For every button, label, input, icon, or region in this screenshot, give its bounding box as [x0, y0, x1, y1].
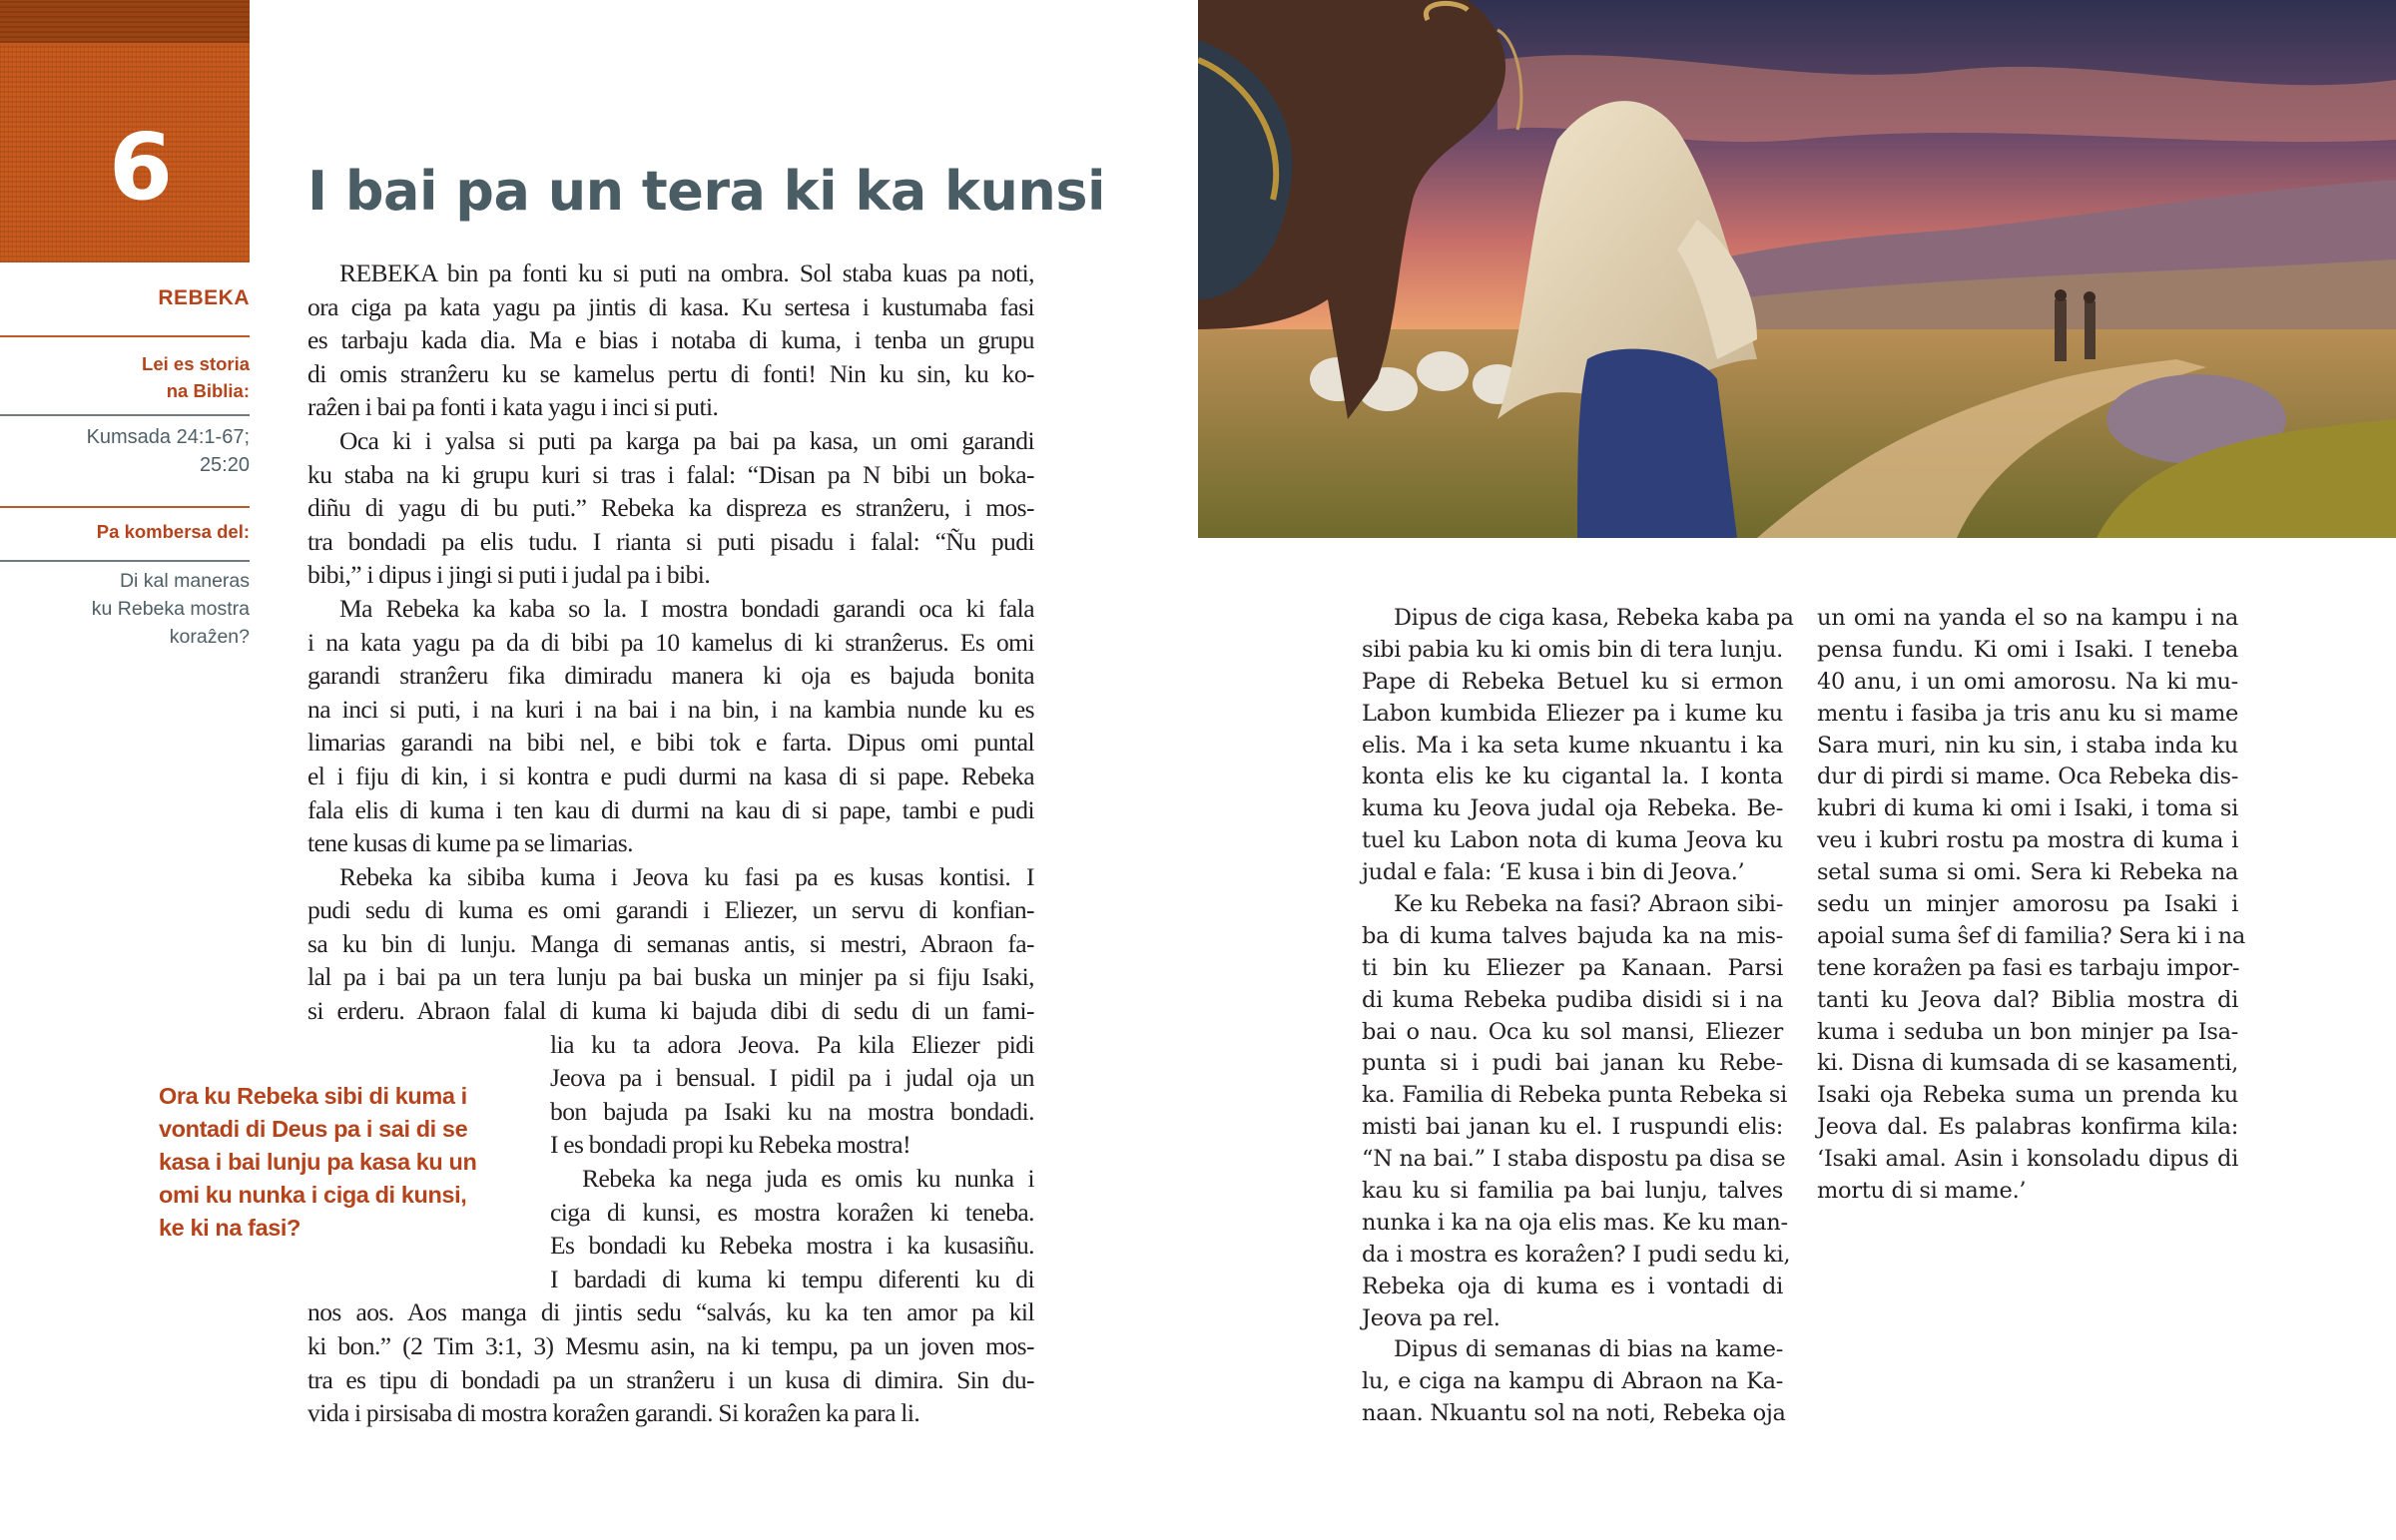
text-line: REBEKA bin pa fonti ku si puti na ombra. Sol staba kuas pa noti,	[339, 258, 1034, 287]
text-line: tra es tipu di bondadi pa un stranẑeru i un kusa di dimira. Sin du-	[307, 1364, 1034, 1394]
text-line: Jeova dal. Es palabras konfirma kila:	[1817, 1114, 2238, 1141]
sidebar-character-name: REBEKA	[158, 286, 250, 309]
text-line: I es bondadi propi ku Rebeka mostra!	[550, 1130, 911, 1160]
text-line: Es bondadi ku Rebeka mostra i ka kusasiñu.	[550, 1231, 1034, 1261]
text-line: sedu un minjer amorosu pa Isaki i	[1817, 891, 2238, 918]
text-line: diñu di yagu di bu puti.” Rebeka ka dispreza es stranẑeru, i mos-	[307, 493, 1034, 523]
text-line: un omi na yanda el so na kampu i na	[1817, 605, 2238, 631]
sidebar-reference-line: Kumsada 24:1-67;	[86, 426, 250, 448]
text-line: ki. Disna di kumsada di se kasamenti,	[1817, 1050, 2238, 1077]
text-line: nos aos. Aos manga di jintis sedu “salvás, ku ka ten amor pa kil	[307, 1297, 1034, 1327]
text-line: “N na bai.” I staba dispostu pa disa se	[1362, 1146, 1786, 1173]
text-line: raẑen i bai pa fonti i kata yagu i inci si puti.	[307, 392, 719, 422]
sidebar-read-label-line: na Biblia:	[166, 380, 250, 401]
text-line: tanti ku Jeova dal? Biblia mostra di	[1817, 986, 2238, 1013]
sidebar-read-label	[142, 350, 250, 404]
text-line: Oca ki i yalsa si puti pa karga pa bai pa kasa, un omi garandi	[339, 425, 1034, 455]
text-line: garandi stranẑeru fika dimiradu manera ki oja es bajuda bonita	[307, 661, 1034, 691]
sidebar-question-line: Di kal maneras	[119, 570, 250, 592]
text-line: apoial suma ŝef di familia? Sera ki i na	[1817, 922, 2245, 949]
text-line: lu, e ciga na kampu di Abraon na Ka-	[1362, 1368, 1783, 1395]
text-line: pudi sedu di kuma es omi garandi i Eliezer, un servu di konfian-	[307, 895, 1034, 925]
text-line: ciga di kunsi, es mostra koraẑen ki teneba.	[550, 1197, 1034, 1227]
sidebar-bible-reference	[87, 423, 250, 479]
text-line: bai o nau. Oca ku sol mansi, Eliezer	[1362, 1018, 1783, 1045]
text-line: tene kusas di kume pa se limarias.	[307, 828, 633, 858]
text-line: tene koraẑen pa fasi es tarbaju impor-	[1817, 954, 2240, 981]
text-line: sibi pabia ku ki omis bin di tera lunju.	[1362, 636, 1783, 663]
sidebar-divider	[0, 506, 250, 508]
text-line: 40 anu, i un omi amorosu. Na ki mu-	[1817, 668, 2238, 695]
text-line: Ke ku Rebeka na fasi? Abraon sibi-	[1394, 891, 1783, 918]
pull-quote	[159, 1080, 498, 1245]
text-line: Isaki oja Rebeka suma un prenda ku	[1817, 1082, 2238, 1109]
paragraph	[307, 257, 1034, 424]
body-column-2	[1362, 603, 1794, 1430]
text-line: I bardadi di kuma ki tempu diferenti ku di	[550, 1264, 1034, 1293]
text-line: Sara muri, nin ku sin, i staba inda ku	[1817, 732, 2238, 759]
text-line: si erderu. Abraon falal di kuma ki bajuda dibi di sedu di un fami-	[307, 996, 1034, 1026]
text-line: ora ciga pa kata yagu pa jintis di kasa. Ku sertesa i kustumaba fasi	[307, 291, 1034, 321]
text-line: da i mostra es koraẑen? I pudi sedu ki,	[1362, 1241, 1791, 1268]
text-line: bon bajuda pa Isaki ku na mostra bondadi.	[550, 1096, 1034, 1126]
text-line: dur di pirdi si mame. Oca Rebeka dis-	[1817, 764, 2238, 790]
paragraph	[307, 424, 1034, 592]
text-line: limarias garandi na bibi nel, e bibi tok e farta. Dipus omi puntal	[307, 728, 1034, 758]
text-line: ka. Familia di Rebeka punta Rebeka si	[1362, 1082, 1788, 1109]
text-line: lia ku ta adora Jeova. Pa kila Eliezer pidi	[550, 1029, 1034, 1059]
text-line: Jeova pa rel.	[1362, 1304, 1500, 1331]
page-title: I bai pa un tera ki ka kunsi	[307, 160, 1106, 223]
paragraph	[1362, 1334, 1786, 1430]
text-line: veu i kubri rostu pa mostra di kuma i	[1817, 827, 2238, 854]
text-line: ti bin ku Eliezer pa Kanaan. Parsi	[1362, 954, 1783, 981]
paragraph	[307, 592, 1034, 860]
text-line: kuma i seduba un bon minjer pa Isa-	[1817, 1018, 2238, 1045]
text-line: ba di kuma talves bajuda ka na mis-	[1362, 922, 1783, 949]
text-line: lal pa i bai pa un tera lunju pa bai buska un minjer pa si fiju Isaki,	[307, 962, 1034, 992]
paragraph	[1817, 603, 2245, 1208]
text-line: i na kata yagu pa da di bibi pa 10 kamelus di ki stranẑerus. Es omi	[307, 627, 1034, 657]
text-line: pensa fundu. Ki omi i Isaki. I teneba	[1817, 636, 2238, 663]
text-line: vida i pirsisaba di mostra koraẑen garandi. Si koraẑen ka para li.	[307, 1398, 920, 1428]
text-line: es tarbaju kada dia. Ma e bias i notaba di kuma, i tenba un grupu	[307, 325, 1034, 355]
text-line: tuel ku Labon nota di kuma Jeova ku	[1362, 827, 1783, 854]
pull-quote-line: vontadi di Deus pa i sai di se	[159, 1116, 468, 1142]
text-line: elis. Ma i ka seta kume nkuantu i ka	[1362, 732, 1783, 759]
sidebar-question	[92, 567, 250, 651]
text-line: na inci si puti, i na kuri i na bai i na bin, i na kambia nunde ku es	[307, 694, 1034, 724]
sidebar-read-label-line: Lei es storia	[142, 353, 250, 374]
text-line: ku staba na ki grupu kuri si tras i falal: “Disan pa N bibi un boka-	[307, 459, 1034, 489]
text-line: naan. Nkuantu sol na noti, Rebeka oja	[1362, 1400, 1786, 1427]
text-line: di kuma Rebeka pudiba disidi si i na	[1362, 986, 1783, 1013]
text-line: bibi,” i dipus i jingi si puti i judal pa i bibi.	[307, 560, 711, 590]
text-line: el i fiju di kin, i si kontra e pudi durmi na kasa di si pape. Rebeka	[307, 761, 1034, 790]
text-line: ki bon.” (2 Tim 3:1, 3) Mesmu asin, na ki tempu, pa un joven mos-	[307, 1331, 1034, 1360]
text-line: Pape di Rebeka Betuel ku si ermon	[1362, 668, 1783, 695]
sidebar-question-line: ku Rebeka mostra	[91, 598, 250, 620]
text-line: judal e fala: ‘E kusa i bin di Jeova.’	[1362, 859, 1745, 886]
text-line: tra bondadi pa elis tudu. I rianta si puti pisadu i falal: “Ñu pudi	[307, 526, 1034, 556]
text-line: mortu di si mame.’	[1817, 1178, 2027, 1205]
sidebar-reference-line: 25:20	[199, 454, 250, 476]
text-line: Dipus di semanas di bias na kame-	[1394, 1336, 1783, 1363]
text-line: konta elis ke ku cigantal la. I konta	[1362, 764, 1783, 790]
text-line: ‘Isaki amal. Asin i konsoladu dipus di	[1817, 1146, 2238, 1173]
text-line: fala elis di kuma i ten kau di durmi na kau di si pape, tambi e pudi	[307, 794, 1034, 824]
paragraph	[1362, 603, 1794, 889]
text-line: mentu i fasiba ja tris anu ku si mame	[1817, 700, 2238, 727]
text-line: punta si i pudi bai janan ku Rebe-	[1362, 1050, 1783, 1077]
text-line: nunka i ka na oja elis mas. Ke ku man-	[1362, 1209, 1788, 1236]
pull-quote-line: omi ku nunka i ciga di kunsi,	[159, 1182, 467, 1208]
sidebar-question-line: koraẑen?	[169, 626, 250, 648]
text-line: kuma ku Jeova judal oja Rebeka. Be-	[1362, 795, 1783, 822]
text-line: misti bai janan ku el. I ruspundi elis:	[1362, 1114, 1783, 1141]
text-line: Labon kumbida Eliezer pa i kume ku	[1362, 700, 1783, 727]
illustration-rebekah-camel-icon	[1198, 0, 2396, 538]
text-line: Rebeka ka sibiba kuma i Jeova ku fasi pa es kusas kontisi. I	[339, 861, 1034, 891]
text-line: Rebeka ka nega juda es omis ku nunka i	[582, 1164, 1034, 1194]
text-line: kubri di kuma ki omi i Isaki, i toma si	[1817, 795, 2238, 822]
sidebar-divider	[0, 335, 250, 337]
text-line: Rebeka oja di kuma es i vontadi di	[1362, 1273, 1783, 1299]
body-column-3	[1817, 603, 2245, 1208]
sidebar-divider	[0, 414, 250, 416]
text-line: Ma Rebeka ka kaba so la. I mostra bondadi garandi oca ki fala	[339, 593, 1034, 623]
sidebar-divider	[0, 560, 250, 562]
pull-quote-line: kasa i bai lunju pa kasa ku un	[159, 1149, 477, 1175]
text-line: di omis stranẑeru ku se kamelus pertu di fonti! Nin ku sin, ku ko-	[307, 358, 1034, 388]
text-line: setal suma si omi. Sera ki Rebeka na	[1817, 859, 2238, 886]
pull-quote-line: Ora ku Rebeka sibi di kuma i	[159, 1083, 467, 1109]
chapter-number: 6	[108, 114, 173, 221]
text-line: Dipus de ciga kasa, Rebeka kaba pa	[1394, 605, 1794, 631]
sidebar-discuss-label: Pa kombersa del:	[96, 521, 250, 542]
paragraph	[1362, 889, 1791, 1334]
body-column-1	[307, 257, 1034, 1430]
text-line: Jeova pa i bensual. I pidil pa i judal oja un	[550, 1063, 1034, 1093]
text-line: kau ku si familia pa bai lunju, talves	[1362, 1178, 1783, 1205]
pull-quote-line: ke ki na fasi?	[159, 1215, 300, 1241]
text-line: sa ku bin di lunju. Manga di semanas antis, si mestri, Abraon fa-	[307, 928, 1034, 958]
chapter-block-top-strip	[0, 0, 250, 43]
